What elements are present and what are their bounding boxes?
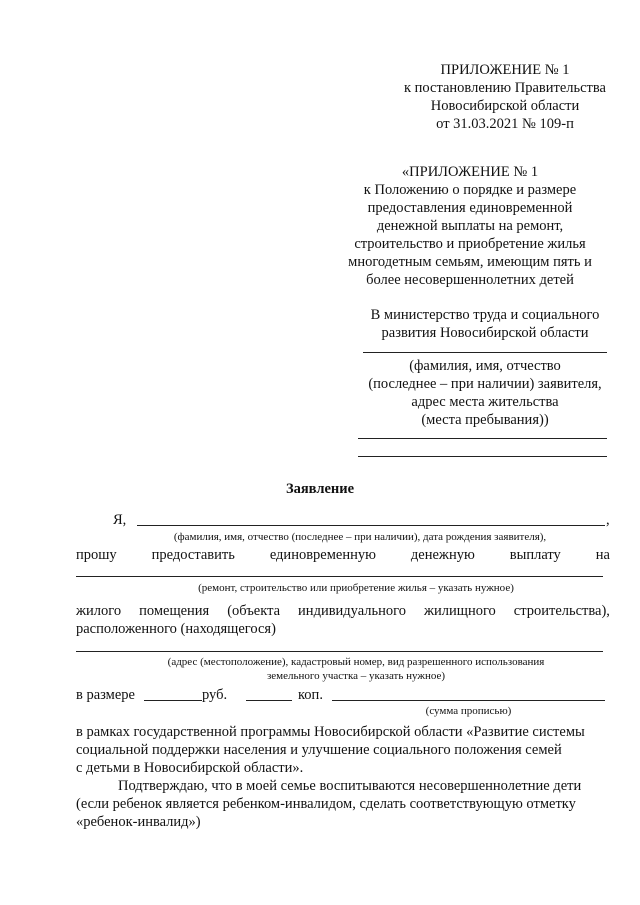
object-word: строительства), — [513, 603, 610, 619]
regulation-appendix-title: «ПРИЛОЖЕНИЕ № 1 — [401, 164, 539, 180]
program-text: в рамках государственной программы Новосибирской области «Развитие системы — [76, 724, 585, 740]
applicant-name-field — [137, 525, 605, 526]
regulation-line: строительство и приобретение жилья — [354, 236, 586, 252]
program-text: социальной поддержки населения и улучшение социального положения семей — [76, 742, 562, 758]
request-word: на — [595, 547, 610, 563]
confirm-text: Подтверждаю, что в моей семье воспитываются несовершеннолетние дети — [118, 778, 582, 794]
document-title: Заявление — [285, 481, 355, 497]
regulation-line: предоставления единовременной — [367, 200, 573, 216]
request-word: денежную — [410, 547, 475, 563]
amount-rub-field — [144, 700, 202, 701]
addressee-fill-line — [358, 456, 607, 457]
addressee-ministry: развития Новосибирской области — [381, 325, 589, 341]
header-date-number: от 31.03.2021 № 109-п — [436, 116, 574, 132]
address-hint: земельного участка – указать нужное) — [266, 670, 446, 682]
header-region: Новосибирской области — [430, 98, 580, 114]
object-line — [76, 603, 610, 620]
confirm-text: «ребенок-инвалид») — [76, 814, 201, 830]
kop-label: коп. — [298, 687, 323, 703]
addressee-fill-line — [358, 438, 607, 439]
request-word: прошу — [76, 547, 117, 563]
purpose-fill-line — [76, 576, 603, 577]
header-decree-ref: к постановлению Правительства — [404, 80, 606, 96]
addressee-hint: (фамилия, имя, отчество — [409, 358, 561, 374]
confirm-text: (если ребенок является ребенком-инвалидом, сделать соответствующую отметку — [76, 796, 576, 812]
amount-label: в размере — [76, 687, 135, 703]
addressee-ministry: В министерство труда и социального — [370, 307, 600, 323]
ya-label: Я, — [113, 512, 127, 528]
object-word: (объекта — [227, 603, 281, 619]
request-word: предоставить — [151, 547, 235, 563]
amount-hint: (сумма прописью) — [425, 705, 512, 717]
regulation-line: многодетным семьям, имеющим пять и — [348, 254, 592, 270]
request-line — [76, 547, 610, 564]
object-word: жилого — [76, 603, 122, 619]
applicant-hint: (фамилия, имя, отчество (последнее – при наличии), дата рождения заявителя), — [173, 531, 547, 543]
object-word: жилищного — [424, 603, 496, 619]
purpose-hint: (ремонт, строительство или приобретение жилья – указать нужное) — [198, 582, 514, 594]
header-appendix-title: ПРИЛОЖЕНИЕ № 1 — [440, 62, 570, 78]
request-word: выплату — [509, 547, 561, 563]
addressee-hint: адрес места жительства — [411, 394, 559, 410]
address-fill-line — [76, 651, 603, 652]
ya-comma: , — [606, 512, 610, 528]
regulation-line: более несовершеннолетних детей — [366, 272, 574, 288]
amount-words-field — [332, 700, 605, 701]
rub-label: руб. — [202, 687, 228, 703]
regulation-line: к Положению о порядке и размере — [363, 182, 577, 198]
located-label: расположенного (находящегося) — [76, 621, 276, 637]
request-word: единовременную — [269, 547, 376, 563]
addressee-fill-line — [363, 352, 607, 353]
regulation-line: денежной выплаты на ремонт, — [376, 218, 564, 234]
addressee-hint: (последнее – при наличии) заявителя, — [368, 376, 602, 392]
amount-kop-field — [246, 700, 292, 701]
address-hint: (адрес (местоположение), кадастровый номер, вид разрешенного использования — [167, 656, 545, 668]
addressee-hint: (места пребывания)) — [421, 412, 549, 428]
program-text: с детьми в Новосибирской области». — [76, 760, 304, 776]
object-word: индивидуального — [298, 603, 407, 619]
object-word: помещения — [139, 603, 210, 619]
